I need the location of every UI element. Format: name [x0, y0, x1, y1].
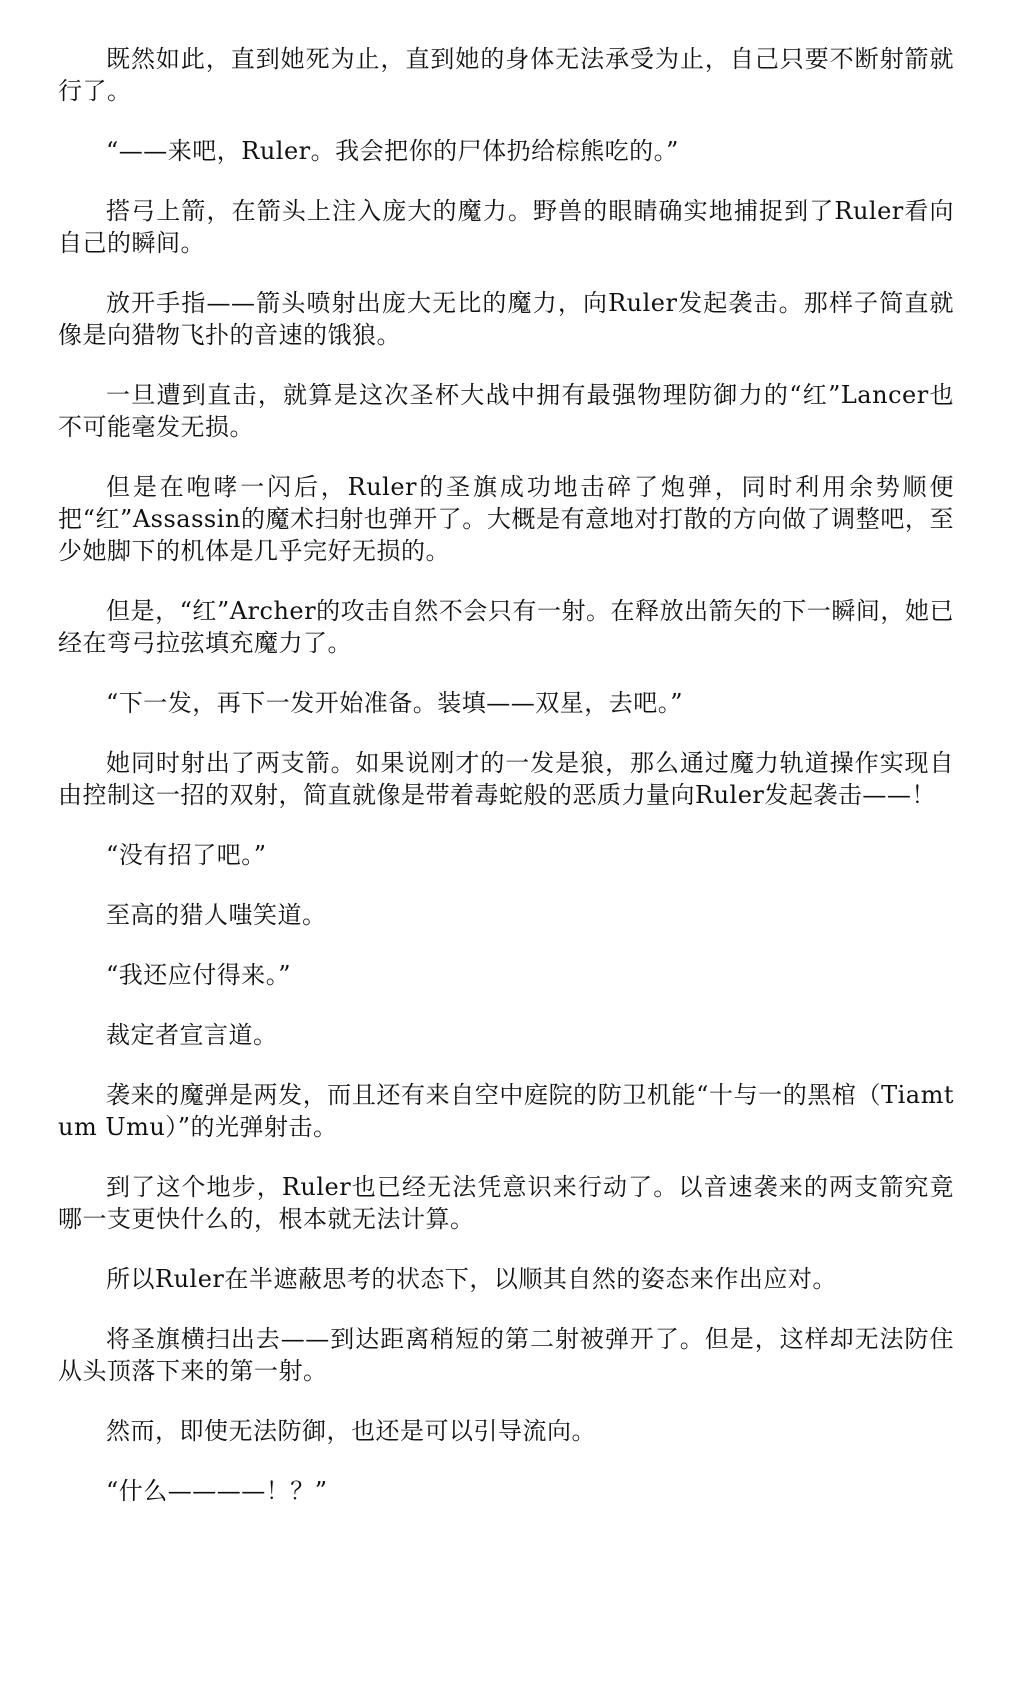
paragraph-3: 搭弓上箭，在箭头上注入庞大的魔力。野兽的眼睛确实地捕捉到了Ruler看向自己的瞬间。 — [58, 197, 954, 257]
paragraph-19: “什么————！？” — [106, 1477, 328, 1505]
paragraph-14: 袭来的魔弹是两发，而且还有来自空中庭院的防卫机能“十与一的黑棺（Tiamtum Umu）”的光弹射击。 — [58, 1081, 954, 1141]
paragraph-16: 所以Ruler在半遮蔽思考的状态下，以顺其自然的姿态来作出应对。 — [106, 1265, 837, 1293]
paragraph-17: 将圣旗横扫出去——到达距离稍短的第二射被弹开了。但是，这样却无法防住从头顶落下来的第一射。 — [58, 1325, 954, 1385]
paragraph-1: 既然如此，直到她死为止，直到她的身体无法承受为止，自己只要不断射箭就行了。 — [58, 45, 954, 105]
paragraph-8: “下一发，再下一发开始准备。装填——双星，去吧。” — [106, 689, 684, 717]
paragraph-5: 一旦遭到直击，就算是这次圣杯大战中拥有最强物理防御力的“红”Lancer也不可能毫发无损。 — [58, 381, 954, 441]
paragraph-9: 她同时射出了两支箭。如果说刚才的一发是狼，那么通过魔力轨道操作实现自由控制这一招的双射，简直就像是带着毒蛇般的恶质力量向Ruler发起袭击——！ — [58, 749, 954, 809]
document-page — [58, 43, 954, 1535]
paragraph-15: 到了这个地步，Ruler也已经无法凭意识来行动了。以音速袭来的两支箭究竟哪一支更快什么的，根本就无法计算。 — [58, 1173, 954, 1233]
paragraph-18: 然而，即使无法防御，也还是可以引导流向。 — [106, 1417, 596, 1445]
paragraph-4: 放开手指——箭头喷射出庞大无比的魔力，向Ruler发起袭击。那样子简直就像是向猎物飞扑的音速的饿狼。 — [58, 289, 954, 349]
paragraph-10: “没有招了吧。” — [106, 841, 267, 869]
paragraph-13: 裁定者宣言道。 — [106, 1021, 278, 1049]
paragraph-2: “——来吧，Ruler。我会把你的尸体扔给棕熊吃的。” — [106, 137, 679, 165]
paragraph-11: 至高的猎人嗤笑道。 — [106, 901, 327, 929]
paragraph-6: 但是在咆哮一闪后，Ruler的圣旗成功地击碎了炮弹，同时利用余势顺便把“红”Assassin的魔术扫射也弹开了。大概是有意地对打散的方向做了调整吧，至少她脚下的机体是几乎完好无损的。 — [58, 473, 954, 565]
paragraph-12: “我还应付得来。” — [106, 961, 292, 989]
paragraph-7: 但是，“红”Archer的攻击自然不会只有一射。在释放出箭矢的下一瞬间，她已经在弯弓拉弦填充魔力了。 — [58, 597, 954, 657]
